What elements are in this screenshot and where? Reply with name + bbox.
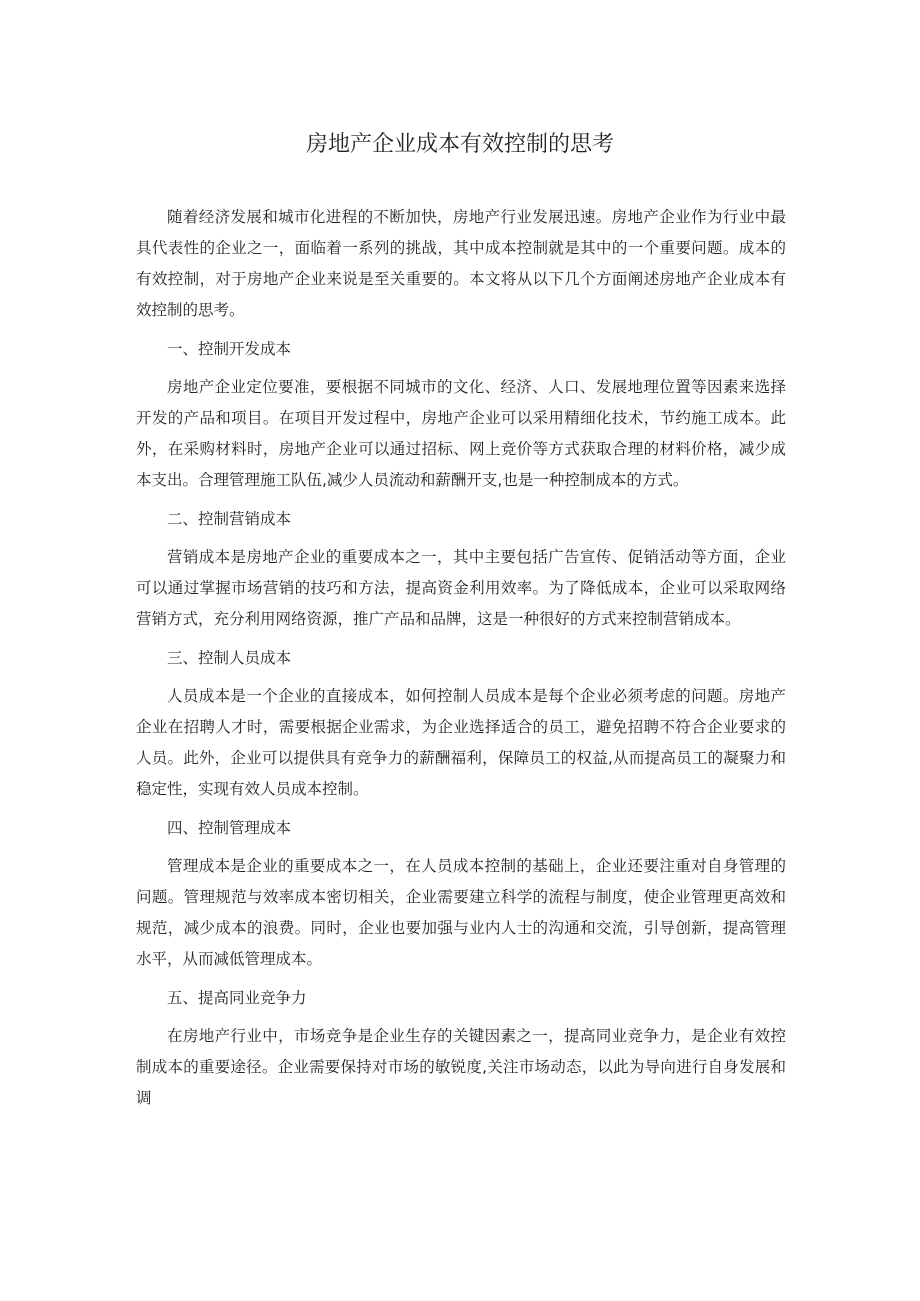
section-heading-5: 五、提高同业竞争力 [167,989,307,1007]
section-heading-4: 四、控制管理成本 [167,819,292,837]
section-heading-3: 三、控制人员成本 [167,649,292,667]
section-paragraph-4: 管理成本是企业的重要成本之一，在人员成本控制的基础上，企业还要注重对自身管理的问题。管理规范与效率成本密切相关，企业需要建立科学的流程与制度，使企业管理更高效和规范，减少成本的浪费。同时，企业也要加强与业内人士的沟通和交流，引导创新，提高管理水平，从而减低管理成本。 [136,857,786,968]
section-heading-1: 一、控制开发成本 [167,340,292,358]
section-paragraph-5: 在房地产行业中，市场竞争是企业生存的关键因素之一，提高同业竞争力，是企业有效控制成本的重要途径。企业需要保持对市场的敏锐度,关注市场动态，以此为导向进行自身发展和调 [136,1027,786,1107]
section-paragraph-2: 营销成本是房地产企业的重要成本之一，其中主要包括广告宣传、促销活动等方面，企业可以通过掌握市场营销的技巧和方法，提高资金利用效率。为了降低成本，企业可以采取网络营销方式，充分利用网络资源，推广产品和品牌，这是一种很好的方式来控制营销成本。 [136,548,786,628]
intro-paragraph: 随着经济发展和城市化进程的不断加快，房地产行业发展迅速。房地产企业作为行业中最具代表性的企业之一，面临着一系列的挑战，其中成本控制就是其中的一个重要问题。成本的有效控制，对于房地产企业来说是至关重要的。本文将从以下几个方面阐述房地产企业成本有效控制的思考。 [136,208,786,319]
section-paragraph-3: 人员成本是一个企业的直接成本，如何控制人员成本是每个企业必须考虑的问题。房地产企业在招聘人才时，需要根据企业需求，为企业选择适合的员工，避免招聘不符合企业要求的人员。此外，企业可以提供具有竞争力的薪酬福利，保障员工的权益,从而提高员工的凝聚力和稳定性，实现有效人员成本控制。 [136,687,786,798]
document-body [136,202,786,1114]
document-title: 房地产企业成本有效控制的思考 [305,132,614,157]
section-paragraph-1: 房地产企业定位要准，要根据不同城市的文化、经济、人口、发展地理位置等因素来选择开发的产品和项目。在项目开发过程中，房地产企业可以采用精细化技术，节约施工成本。此外，在采购材料时，房地产企业可以通过招标、网上竞价等方式获取合理的材料价格，减少成本支出。合理管理施工队伍,减少人员流动和薪酬开支,也是一种控制成本的方式。 [136,378,786,489]
section-heading-2: 二、控制营销成本 [167,510,292,528]
